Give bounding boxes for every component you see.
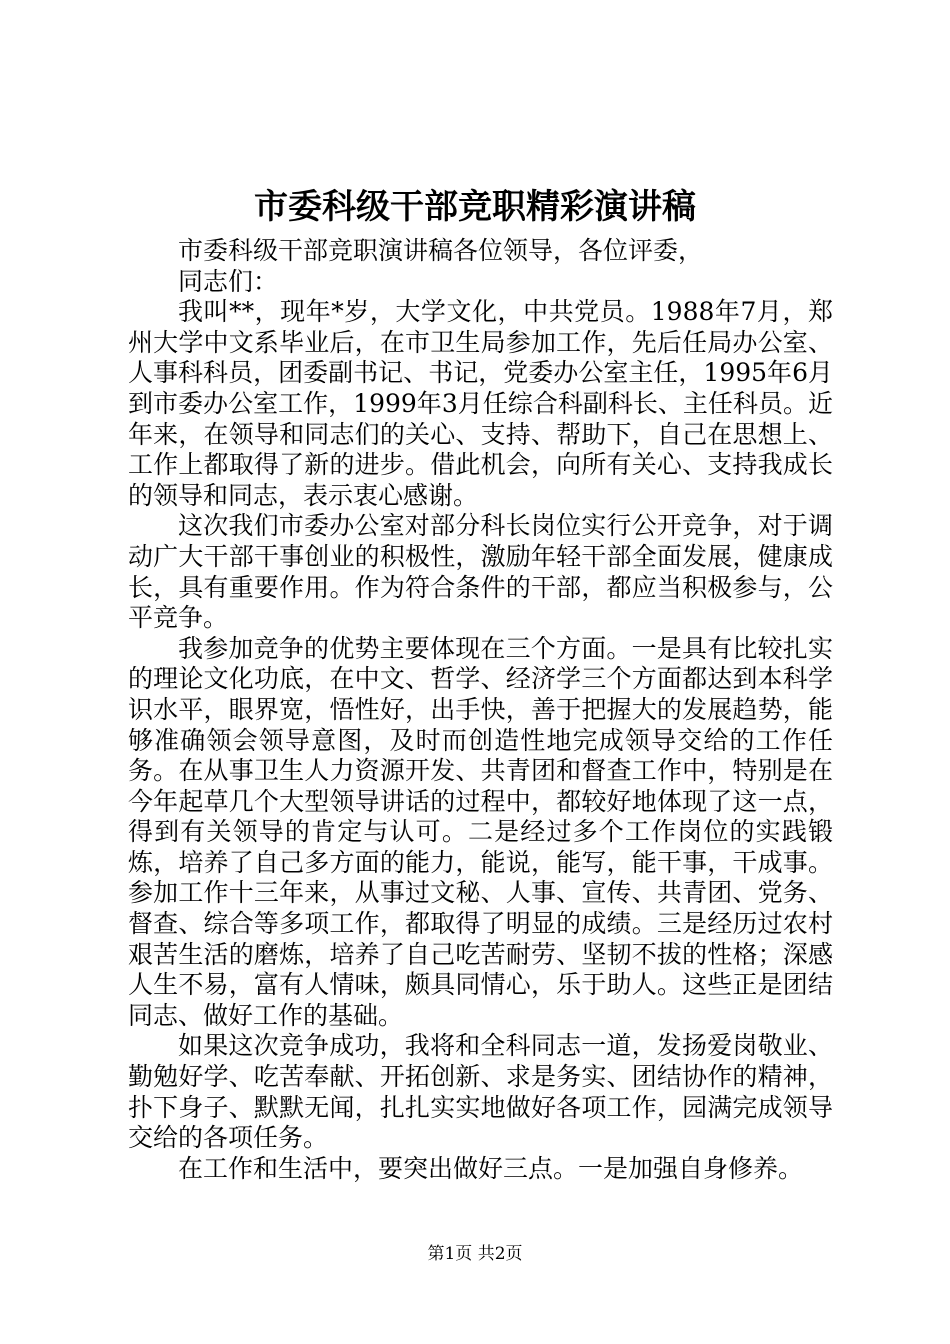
paragraph-greeting: 同志们： [178,266,279,296]
paragraph-competition-purpose: 这次我们市委办公室对部分科长岗位实行公开竞争，对于调动广大干部干事创业的积极性，激励年轻干部全面发展，健康成长，具有重要作用。作为符合条件的干部，都应当积极参与，公平竞争。 [128,511,833,633]
document-title: 市委科级干部竞职精彩演讲稿 [254,187,696,227]
paragraph-three-points: 在工作和生活中，要突出做好三点。一是加强自身修养。 [178,1153,804,1183]
paragraph-advantages: 我参加竞争的优势主要体现在三个方面。一是具有比较扎实的理论文化功底，在中文、哲学、经济学三个方面都达到本科学识水平，眼界宽，悟性好，出手快，善于把握大的发展趋势，能够准确领会领导意图，及时而创造性地完成领导交给的工作任务。在从事卫生人力资源开发、共青团和督查工作中，特别是在今年起草几个大型领导讲话的过程中，都较好地体现了这一点，得到有关领导的肯定与认可。二是经过多个工作岗位的实践锻炼，培养了自己多方面的能力，能说，能写，能干事，干成事。参加工作十三年来，从事过文秘、人事、宣传、共青团、党务、督查、综合等多项工作，都取得了明显的成绩。三是经历过农村艰苦生活的磨炼，培养了自己吃苦耐劳、坚韧不拔的性格；深感人生不易，富有人情味，颇具同情心，乐于助人。这些正是团结同志、做好工作的基础。 [128,633,833,1030]
page-number-footer: 第1页 共2页 [427,1244,523,1264]
paragraph-introduction: 我叫**，现年*岁，大学文化，中共党员。1988年7月，郑州大学中文系毕业后，在市卫生局参加工作，先后任局办公室、人事科科员，团委副书记、书记，党委办公室主任，1995年6月到市委办公室工作，1999年3月任综合科副科长、主任科员。近年来，在领导和同志们的关心、支持、帮助下，自己在思想上、工作上都取得了新的进步。借此机会，向所有关心、支持我成长的领导和同志，表示衷心感谢。 [128,297,833,510]
document-body [128,236,833,1184]
paragraph-commitment: 如果这次竞争成功，我将和全科同志一道，发扬爱岗敬业、勤勉好学、吃苦奉献、开拓创新、求是务实、团结协作的精神，扑下身子、默默无闻，扎扎实实地做好各项工作，园满完成领导交给的各项任务。 [128,1031,833,1153]
paragraph-salutation: 市委科级干部竞职演讲稿各位领导，各位评委， [178,236,704,265]
